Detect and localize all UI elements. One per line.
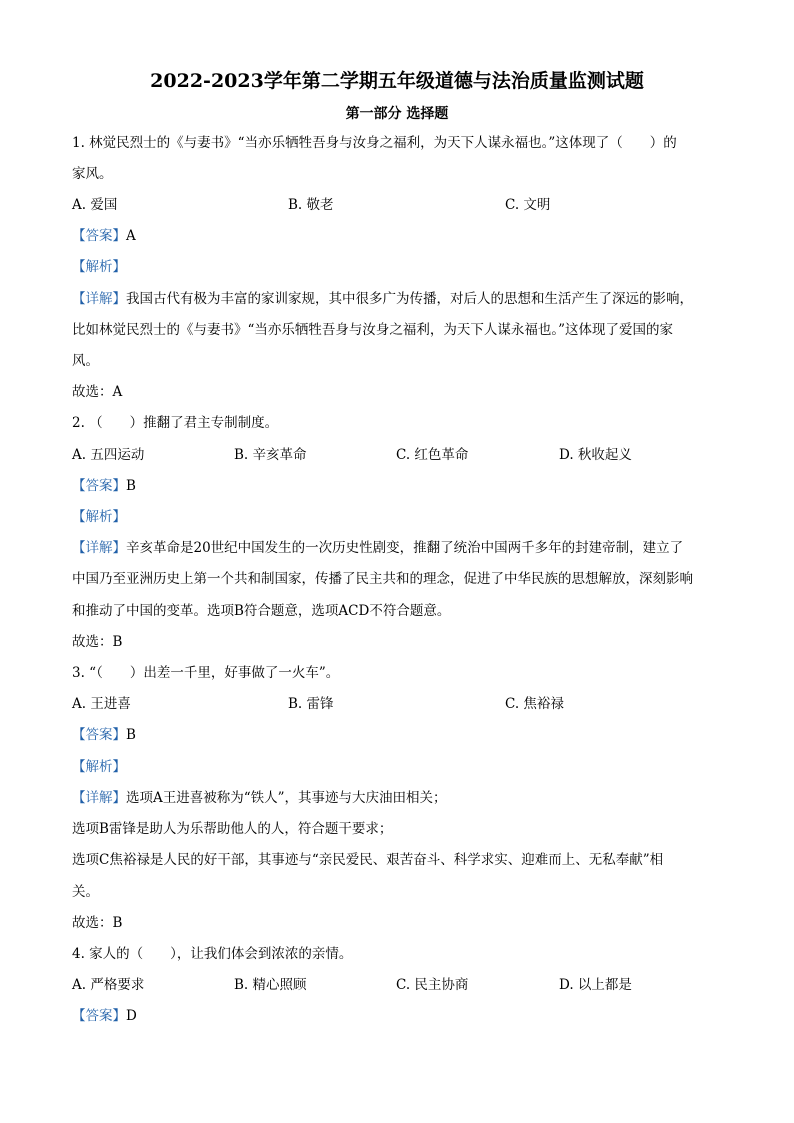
q4-option-d: D. 以上都是 [559,977,632,993]
q4-answer [72,1006,728,1026]
q3-option-a: A. 王进喜 [72,696,131,712]
q1-option-c: C. 文明 [505,197,551,213]
q2-detail-text-1: 辛亥革命是20世纪中国发生的一次历史性剧变，推翻了统治中国两千多年的封建帝制，建立了 [126,540,684,556]
q2-answer [72,476,728,496]
analysis-label: 【解析】 [72,759,126,775]
page-title: 2022-2023学年第二学期五年级道德与法治质量监测试题 [150,70,644,92]
analysis-label: 【解析】 [72,259,126,275]
answer-label: 【答案】 [72,478,126,494]
detail-label: 【详解】 [72,790,126,806]
q2-answer-value: B [126,478,136,494]
q1-stem-line-1: 1. 林觉民烈士的《与妻书》“当亦乐牺牲吾身与汝身之福利，为天下人谋永福也。”这体现了（ ）的 [72,135,677,151]
q2-option-a: A. 五四运动 [72,447,145,463]
detail-label: 【详解】 [72,540,126,556]
q4-option-b: B. 精心照顾 [234,977,307,993]
q2-choice: 故选：B [72,634,123,650]
q2-stem: 2. （ ）推翻了君主专制制度。 [72,415,279,431]
q1-detail-line-3: 风。 [72,353,99,369]
q4-stem: 4. 家人的（ ），让我们体会到浓浓的亲情。 [72,946,353,962]
q3-detail-line-2: 选项B雷锋是助人为乐帮助他人的人，符合题干要求； [72,821,393,837]
q3-detail-text-1: 选项A王进喜被称为“铁人”，其事迹与大庆油田相关； [126,790,447,806]
q2-analysis [72,507,728,527]
section-title: 第一部分 选择题 [345,106,449,122]
q3-detail-line-4: 关。 [72,884,99,900]
q1-detail-text-1: 我国古代有极为丰富的家训家规，其中很多广为传播，对后人的思想和生活产生了深远的影响， [126,291,693,307]
q2-detail-line-3: 和推动了中国的变革。选项B符合题意，选项ACD不符合题意。 [72,603,451,619]
q3-answer-value: B [126,727,136,743]
analysis-label: 【解析】 [72,509,126,525]
q1-choice: 故选：A [72,384,123,400]
q4-option-c: C. 民主协商 [396,977,469,993]
q1-option-a: A. 爱国 [72,197,118,213]
q3-option-b: B. 雷锋 [288,696,334,712]
detail-label: 【详解】 [72,291,126,307]
q2-option-d: D. 秋收起义 [559,447,632,463]
q4-option-a: A. 严格要求 [72,977,145,993]
q1-detail-line-1 [72,289,728,309]
q3-option-c: C. 焦裕禄 [505,696,564,712]
q2-option-b: B. 辛亥革命 [234,447,307,463]
q3-stem: 3. “（ ）出差一千里，好事做了一火车”。 [72,665,340,681]
q3-choice: 故选：B [72,915,123,931]
q1-answer [72,226,728,246]
q1-detail-line-2: 比如林觉民烈士的《与妻书》“当亦乐牺牲吾身与汝身之福利，为天下人谋永福也。”这体现了爱国的家 [72,322,674,338]
answer-label: 【答案】 [72,228,126,244]
answer-label: 【答案】 [72,1008,126,1024]
q4-answer-value: D [126,1008,137,1024]
q2-option-c: C. 红色革命 [396,447,469,463]
q1-stem-line-2: 家风。 [72,166,113,182]
q2-detail-line-2: 中国乃至亚洲历史上第一个共和制国家，传播了民主共和的理念，促进了中华民族的思想解放，深刻影响 [72,571,693,587]
q3-detail-line-3: 选项C焦裕禄是人民的好干部，其事迹与“亲民爱民、艰苦奋斗、科学求实、迎难而上、无私奉献”相 [72,852,664,868]
q3-answer [72,725,728,745]
q3-analysis [72,757,728,777]
q2-detail-line-1 [72,538,728,558]
q1-option-b: B. 敬老 [288,197,334,213]
q1-answer-value: A [126,228,136,244]
answer-label: 【答案】 [72,727,126,743]
q3-detail-line-1 [72,788,728,808]
q1-analysis [72,257,728,277]
